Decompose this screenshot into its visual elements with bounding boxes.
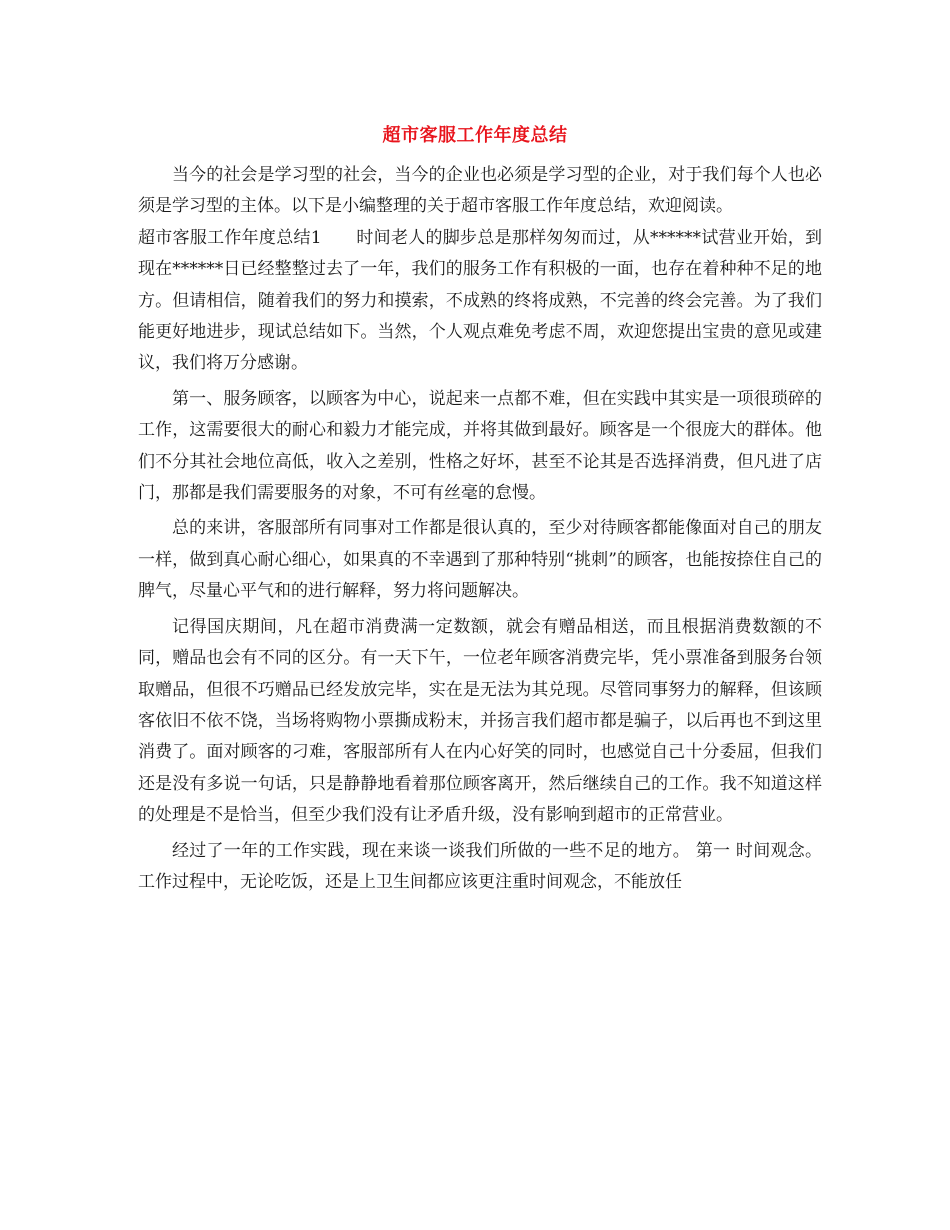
document-title: 超市客服工作年度总结 bbox=[382, 125, 568, 146]
paragraph-overall: 总的来讲，客服部所有同事对工作都是很认真的，至少对待顾客都能像面对自己的朋友一样，做到真心耐心细心，如果真的不幸遇到了那种特别“挑刺”的顾客，也能按捺住自己的脾气，尽量心平气和的进行解释，努力将问题解决。 bbox=[138, 518, 822, 602]
paragraph-shortcomings: 经过了一年的工作实践，现在来谈一谈我们所做的一些不足的地方。 第一 时间观念。工作过程中，无论吃饭，还是上卫生间都应该更注重时间观念，不能放任 bbox=[138, 840, 822, 892]
paragraph-serve-customers: 第一、服务顾客，以顾客为中心，说起来一点都不难，但在实践中其实是一项很琐碎的工作，这需要很大的耐心和毅力才能完成，并将其做到最好。顾客是一个很庞大的群体。他们不分其社会地位高低，收入之差别，性格之好坏，甚至不论其是否选择消费，但凡进了店门，那都是我们需要服务的对象，不可有丝毫的怠慢。 bbox=[138, 388, 822, 504]
paragraph-summary-1: 超市客服工作年度总结1 时间老人的脚步总是那样匆匆而过，从******试营业开始，到现在******日已经整整过去了一年，我们的服务工作有积极的一面，也存在着种种不足的地方。但请相信，随着我们的努力和摸索，不成熟的终将成熟，不完善的终会完善。为了我们能更好地进步，现试总结如下。当然，个人观点难免考虑不周，欢迎您提出宝贵的意见或建议，我们将万分感谢。 bbox=[138, 227, 822, 374]
document-body bbox=[138, 160, 822, 898]
paragraph-national-day: 记得国庆期间，凡在超市消费满一定数额，就会有赠品相送，而且根据消费数额的不同，赠品也会有不同的区分。有一天下午，一位老年顾客消费完毕，凭小票准备到服务台领取赠品，但很不巧赠品已经发放完毕，实在是无法为其兑现。尽管同事努力的解释，但该顾客依旧不依不饶，当场将购物小票撕成粉末，并扬言我们超市都是骗子，以后再也不到这里消费了。面对顾客的刁难，客服部所有人在内心好笑的同时，也感觉自己十分委屈，但我们还是没有多说一句话，只是静静地看着那位顾客离开，然后继续自己的工作。我不知道这样的处理是不是恰当，但至少我们没有让矛盾升级，没有影响到超市的正常营业。 bbox=[138, 616, 822, 826]
paragraph-intro: 当今的社会是学习型的社会，当今的企业也必须是学习型的企业，对于我们每个人也必须是学习型的主体。以下是小编整理的关于超市客服工作年度总结，欢迎阅读。 bbox=[138, 165, 822, 217]
